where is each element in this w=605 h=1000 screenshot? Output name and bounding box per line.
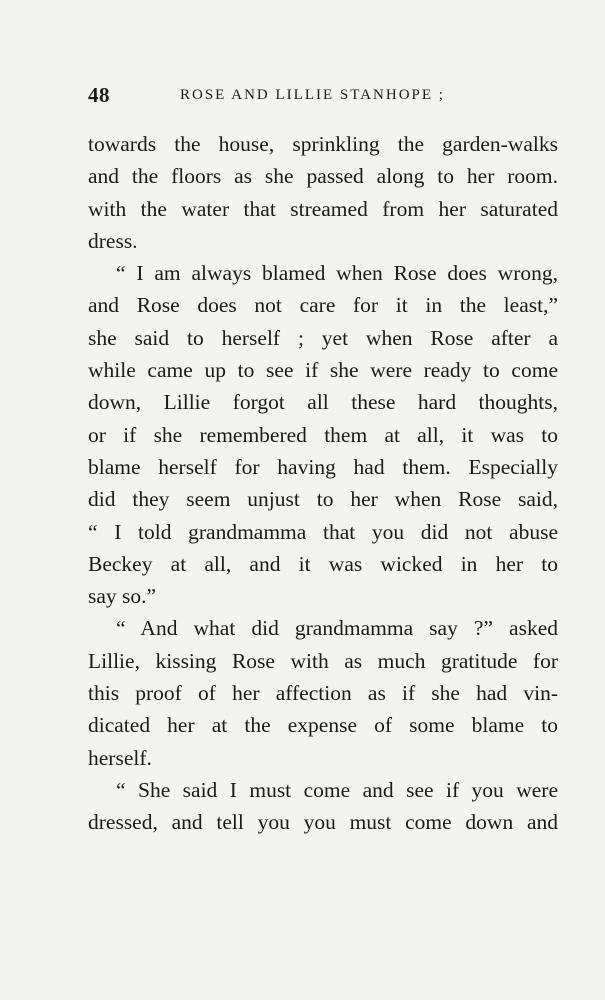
text-line: dress. bbox=[88, 228, 138, 253]
body-text bbox=[88, 128, 558, 839]
page-header bbox=[88, 83, 558, 109]
page-number: 48 bbox=[88, 83, 110, 107]
text-line: “ I am always blamed when Rose does wrong, bbox=[116, 261, 558, 286]
text-line: while came up to see if she were ready to come bbox=[88, 358, 558, 383]
text-line: towards the house, sprinkling the garden-walks bbox=[88, 132, 558, 156]
text-line: this proof of her affection as if she had vin- bbox=[88, 681, 558, 706]
text-line: dicated her at the expense of some blame to bbox=[88, 713, 558, 738]
text-line: “ She said I must come and see if you were bbox=[116, 777, 558, 802]
text-line: herself. bbox=[88, 745, 152, 770]
text-line: and Rose does not care for it in the least,” bbox=[88, 293, 558, 318]
text-line: did they seem unjust to her when Rose said, bbox=[88, 487, 558, 512]
text-line: “ And what did grandmamma say ?” asked bbox=[116, 616, 558, 641]
text-line: “ I told grandmamma that you did not abuse bbox=[88, 519, 558, 544]
text-line: Lillie, kissing Rose with as much gratitude for bbox=[88, 648, 558, 673]
running-head: ROSE AND LILLIE STANHOPE ; bbox=[180, 87, 445, 103]
text-line: dressed, and tell you you must come down and bbox=[88, 810, 558, 835]
text-line: or if she remembered them at all, it was to bbox=[88, 422, 558, 447]
text-line: and the floors as she passed along to her room. bbox=[88, 164, 558, 189]
text-line: blame herself for having had them. Especially bbox=[88, 454, 558, 479]
text-line: she said to herself ; yet when Rose after a bbox=[88, 325, 558, 350]
text-line: say so.” bbox=[88, 584, 157, 609]
text-line: down, Lillie forgot all these hard thoughts, bbox=[88, 390, 558, 415]
text-line: Beckey at all, and it was wicked in her to bbox=[88, 551, 558, 576]
text-line: with the water that streamed from her saturated bbox=[88, 196, 558, 221]
